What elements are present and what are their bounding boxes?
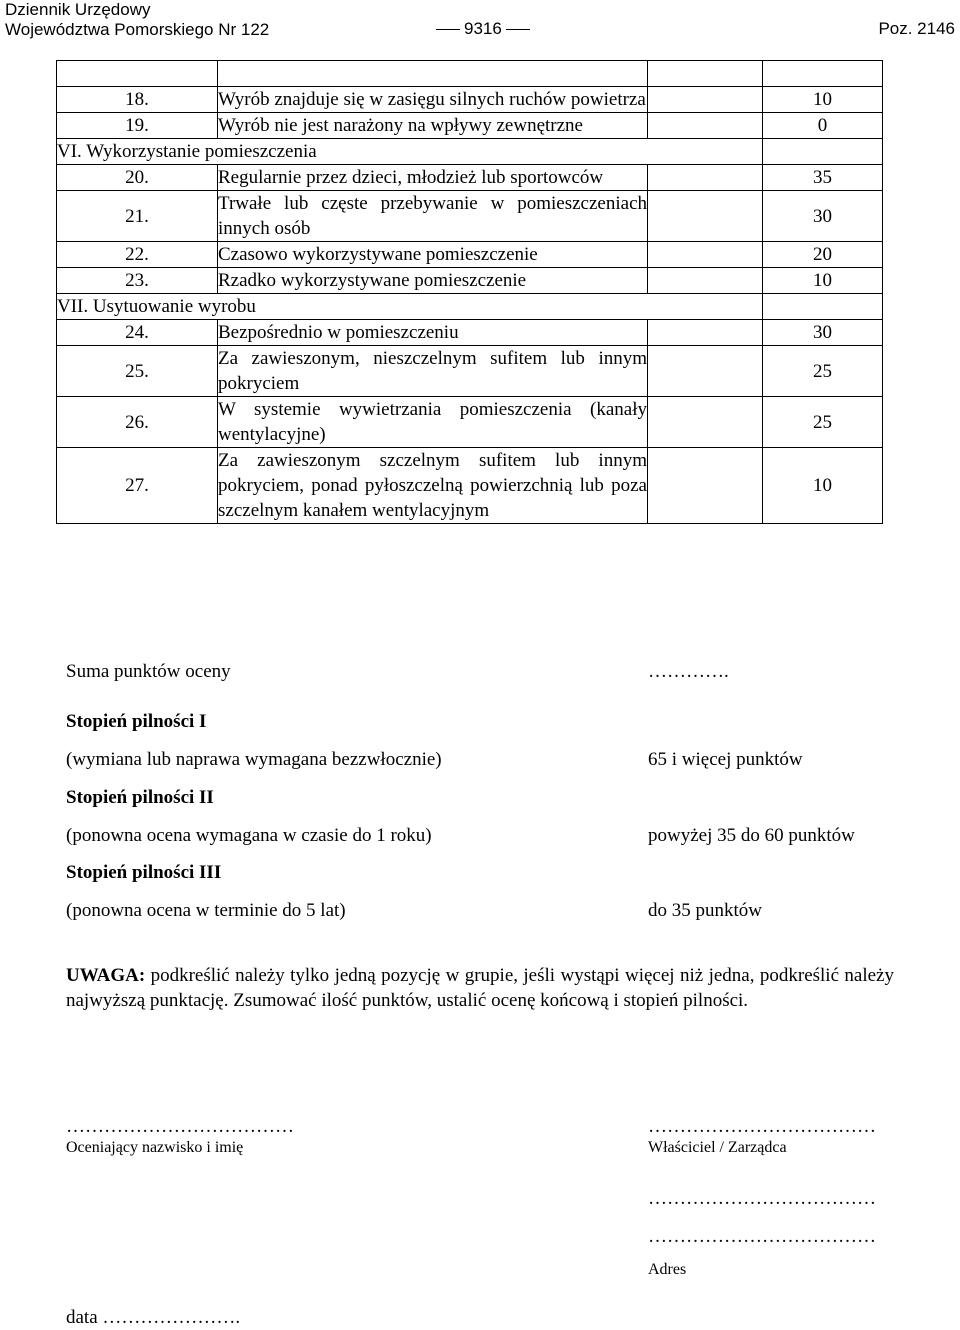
date-field <box>66 1306 240 1330</box>
date-label: data <box>66 1307 98 1328</box>
assessor-signature-line: ……………………………… <box>66 1116 294 1137</box>
underline-cell <box>648 165 763 191</box>
item-number: 24. <box>57 320 218 346</box>
section-row <box>57 139 883 165</box>
underline-cell <box>648 346 763 397</box>
empty-cell <box>763 61 883 87</box>
item-points: 0 <box>763 113 883 139</box>
journal-line-2: Województwa Pomorskiego Nr 122 <box>5 20 270 39</box>
table-row <box>57 242 883 268</box>
underline-cell <box>648 268 763 294</box>
degree-3-range: do 35 punktów <box>648 900 762 921</box>
item-description: Czasowo wykorzystywane pomieszczenie <box>218 242 648 268</box>
item-description: Rzadko wykorzystywane pomieszczenie <box>218 268 648 294</box>
underline-cell <box>648 320 763 346</box>
item-number: 21. <box>57 191 218 242</box>
item-description: W systemie wywietrzania pomieszczenia (kanały wentylacyjne) <box>218 397 648 448</box>
item-description: Wyrób nie jest narażony na wpływy zewnętrzne <box>218 113 648 139</box>
date-line: …………………. <box>102 1307 241 1328</box>
table-row <box>57 268 883 294</box>
item-number: 23. <box>57 268 218 294</box>
assessment-table-body <box>57 61 883 524</box>
table-row <box>57 87 883 113</box>
owner-label: Właściciel / Zarządca <box>648 1139 787 1156</box>
address-line-2: ……………………………… <box>648 1226 876 1247</box>
table-row <box>57 191 883 242</box>
address-line-1: ……………………………… <box>648 1188 876 1209</box>
empty-cell <box>648 61 763 87</box>
item-description: Regularnie przez dzieci, młodzież lub sportowców <box>218 165 648 191</box>
dash-right <box>506 29 530 30</box>
table-row <box>57 346 883 397</box>
degree-3-desc: (ponowna ocena w terminie do 5 lat) <box>66 900 346 921</box>
item-number: 25. <box>57 346 218 397</box>
degree-1-title: Stopień pilności I <box>66 711 207 732</box>
assessor-label: Oceniający nazwisko i imię <box>66 1139 244 1156</box>
item-number: 22. <box>57 242 218 268</box>
table-row-empty <box>57 61 883 87</box>
item-points: 25 <box>763 346 883 397</box>
item-number: 27. <box>57 448 218 524</box>
degree-2-range: powyżej 35 do 60 punktów <box>648 825 855 846</box>
item-description: Bezpośrednio w pomieszczeniu <box>218 320 648 346</box>
section-heading: VII. Usytuowanie wyrobu <box>57 294 763 320</box>
item-number: 26. <box>57 397 218 448</box>
item-points: 10 <box>763 448 883 524</box>
item-points: 10 <box>763 87 883 113</box>
item-points: 35 <box>763 165 883 191</box>
note-label: UWAGA: <box>66 965 146 986</box>
degree-2-title: Stopień pilności II <box>66 787 214 808</box>
page-number <box>432 19 534 39</box>
sum-value: …………. <box>648 661 729 682</box>
item-description: Za zawieszonym szczelnym sufitem lub innym pokryciem, ponad pyłoszczelną powierzchnią lub poza szczelnym kanałem wentylacyjnym <box>218 448 648 524</box>
underline-cell <box>648 448 763 524</box>
section-points-cell <box>763 139 883 165</box>
item-points: 10 <box>763 268 883 294</box>
section-row <box>57 294 883 320</box>
dash-left <box>436 29 460 30</box>
page-number-text: 9316 <box>464 19 502 38</box>
item-description: Wyrób znajduje się w zasięgu silnych ruchów powietrza <box>218 87 648 113</box>
address-label: Adres <box>648 1261 687 1278</box>
sum-label: Suma punktów oceny <box>66 661 231 682</box>
empty-cell <box>218 61 648 87</box>
underline-cell <box>648 397 763 448</box>
section-heading: VI. Wykorzystanie pomieszczenia <box>57 139 763 165</box>
item-points: 30 <box>763 191 883 242</box>
item-description: Za zawieszonym, nieszczelnym sufitem lub innym pokryciem <box>218 346 648 397</box>
underline-cell <box>648 191 763 242</box>
note-paragraph <box>66 963 894 1013</box>
table-row <box>57 397 883 448</box>
item-number: 18. <box>57 87 218 113</box>
journal-title <box>5 0 269 40</box>
item-number: 19. <box>57 113 218 139</box>
note-text: podkreślić należy tylko jedną pozycję w grupie, jeśli wystąpi więcej niż jedna, podkreślić należy najwyższą punktację. Zsumować ilość punktów, ustalić ocenę końcową i stopień pilności. <box>66 965 894 1011</box>
journal-line-1: Dziennik Urzędowy <box>5 0 151 19</box>
assessment-table <box>56 60 883 524</box>
owner-signature-line: ……………………………… <box>648 1116 876 1137</box>
degree-1-desc: (wymiana lub naprawa wymagana bezzwłocznie) <box>66 749 442 770</box>
underline-cell <box>648 113 763 139</box>
degree-1-range: 65 i więcej punktów <box>648 749 803 770</box>
table-row <box>57 165 883 191</box>
degree-2-desc: (ponowna ocena wymagana w czasie do 1 roku) <box>66 825 432 846</box>
item-number: 20. <box>57 165 218 191</box>
underline-cell <box>648 87 763 113</box>
table-row <box>57 113 883 139</box>
position-number: Poz. 2146 <box>878 19 955 38</box>
table-row <box>57 320 883 346</box>
item-points: 25 <box>763 397 883 448</box>
underline-cell <box>648 242 763 268</box>
item-points: 20 <box>763 242 883 268</box>
item-points: 30 <box>763 320 883 346</box>
table-row <box>57 448 883 524</box>
degree-3-title: Stopień pilności III <box>66 862 222 883</box>
empty-cell <box>57 61 218 87</box>
section-points-cell <box>763 294 883 320</box>
item-description: Trwałe lub częste przebywanie w pomieszczeniach innych osób <box>218 191 648 242</box>
